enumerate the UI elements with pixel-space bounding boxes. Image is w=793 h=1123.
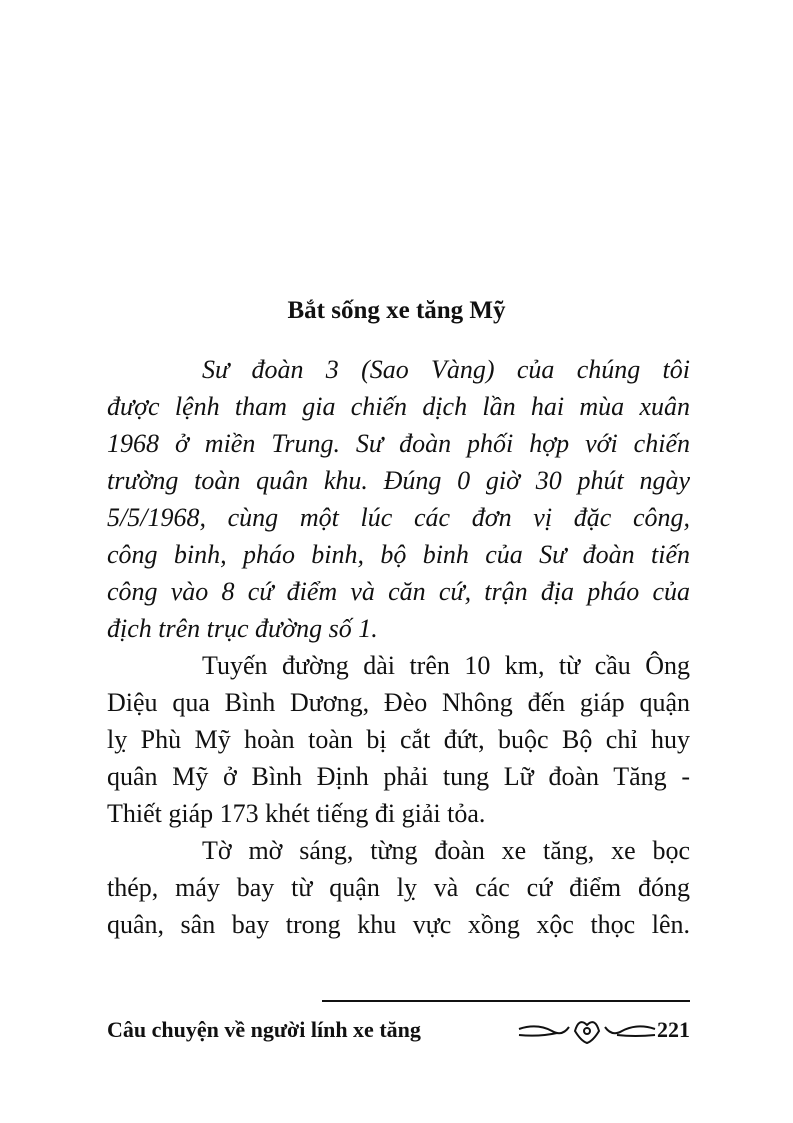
text-line: trường toàn quân khu. Đúng 0 giờ 30 phút ngày	[107, 466, 690, 495]
page-number: 221	[657, 1017, 690, 1042]
footer-rule	[322, 1000, 690, 1002]
floral-ornament-icon	[517, 1015, 657, 1045]
text-line: Thiết giáp 173 khét tiếng đi giải tỏa.	[107, 799, 486, 828]
running-footer-title: Câu chuyện về người lính xe tăng	[107, 1017, 421, 1042]
page-number-group	[517, 1015, 690, 1045]
paragraph-1	[107, 351, 690, 647]
paragraph-3	[107, 832, 690, 943]
body-text	[107, 351, 690, 943]
text-line: quân Mỹ ở Bình Định phải tung Lữ đoàn Tăng -	[107, 762, 690, 791]
text-line: được lệnh tham gia chiến dịch lần hai mùa xuân	[107, 392, 690, 421]
text-line: công vào 8 cứ điểm và căn cứ, trận địa pháo của	[107, 577, 690, 606]
text-line: 5/5/1968, cùng một lúc các đơn vị đặc công,	[107, 503, 690, 532]
text-line: địch trên trục đường số 1.	[107, 614, 378, 643]
text-line: lỵ Phù Mỹ hoàn toàn bị cắt đứt, buộc Bộ chỉ huy	[107, 725, 690, 754]
text-line: công binh, pháo binh, bộ binh của Sư đoàn tiến	[107, 540, 690, 569]
page-footer	[107, 1012, 690, 1048]
text-line: Tờ mờ sáng, từng đoàn xe tăng, xe bọc	[202, 836, 690, 865]
paragraph-2	[107, 647, 690, 832]
text-line: quân, sân bay trong khu vực xồng xộc thọc lên.	[107, 910, 690, 939]
text-line: thép, máy bay từ quận lỵ và các cứ điểm đóng	[107, 873, 690, 902]
text-line: Sư đoàn 3 (Sao Vàng) của chúng tôi	[202, 355, 690, 384]
text-line: 1968 ở miền Trung. Sư đoàn phối hợp với chiến	[107, 429, 690, 458]
text-line: Diệu qua Bình Dương, Đèo Nhông đến giáp quận	[107, 688, 690, 717]
text-line: Tuyến đường dài trên 10 km, từ cầu Ông	[202, 651, 690, 680]
chapter-title: Bắt sống xe tăng Mỹ	[287, 297, 506, 324]
